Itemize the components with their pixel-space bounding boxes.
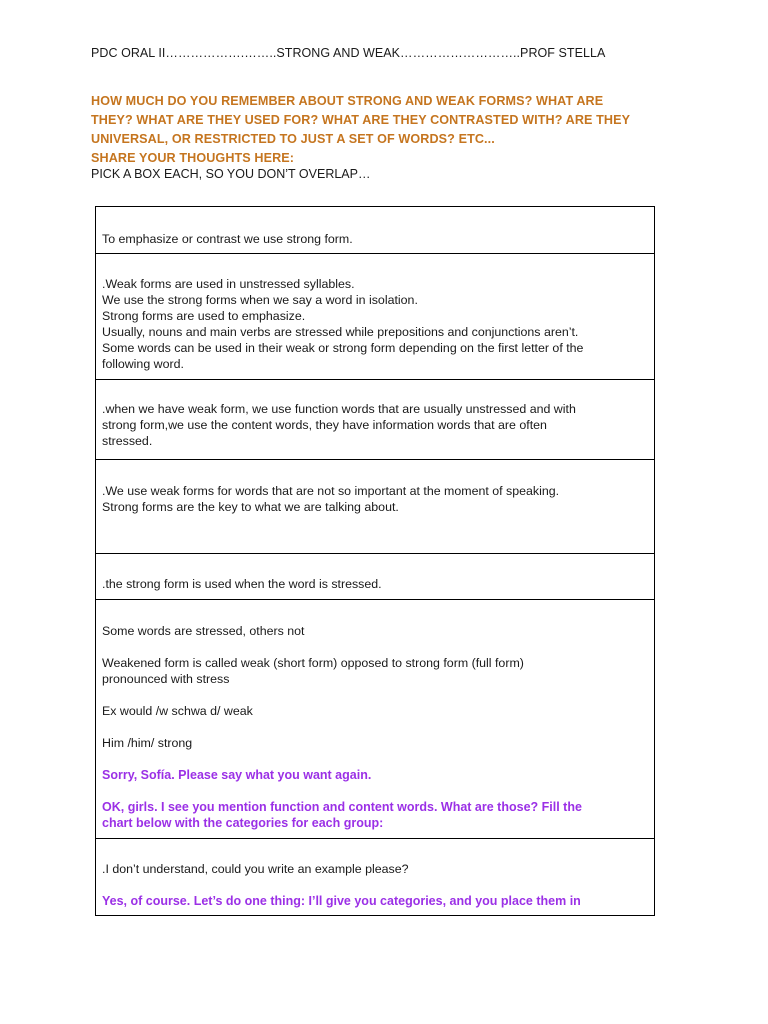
answer-line: .We use weak forms for words that are not so important at the moment of speaking. bbox=[102, 484, 560, 498]
answer-box-5[interactable] bbox=[96, 554, 654, 600]
question-line: UNIVERSAL, OR RESTRICTED TO JUST A SET OF WORDS? ETC... bbox=[91, 132, 495, 146]
answer-line: following word. bbox=[102, 357, 184, 371]
instruction-text: PICK A BOX EACH, SO YOU DON’T OVERLAP… bbox=[91, 167, 371, 181]
prompt-questions bbox=[91, 92, 691, 168]
answer-line: .I don’t understand, could you write an example please? bbox=[102, 862, 409, 876]
question-line: THEY? WHAT ARE THEY USED FOR? WHAT ARE THEY CONTRASTED WITH? ARE THEY bbox=[91, 113, 631, 127]
answer-line: We use the strong forms when we say a word in isolation. bbox=[102, 293, 418, 307]
answer-line: .when we have weak form, we use function words that are usually unstressed and with bbox=[102, 402, 576, 416]
answer-line: Some words are stressed, others not bbox=[102, 624, 305, 638]
teacher-comment: OK, girls. I see you mention function and content words. What are those? Fill the bbox=[102, 800, 582, 814]
answer-line: Usually, nouns and main verbs are stressed while prepositions and conjunctions aren’t. bbox=[102, 325, 579, 339]
answer-line: Some words can be used in their weak or strong form depending on the first letter of the bbox=[102, 341, 584, 355]
answer-box-1[interactable] bbox=[96, 207, 654, 254]
answer-box-4[interactable] bbox=[96, 460, 654, 554]
answer-line: To emphasize or contrast we use strong form. bbox=[102, 232, 353, 246]
answer-line: stressed. bbox=[102, 434, 153, 448]
teacher-comment: chart below with the categories for each group: bbox=[102, 816, 384, 830]
answer-line: Strong forms are the key to what we are talking about. bbox=[102, 500, 399, 514]
example-line: Him /him/ strong bbox=[102, 736, 193, 750]
teacher-comment: Yes, of course. Let’s do one thing: I’ll give you categories, and you place them in bbox=[102, 894, 581, 908]
answers-table bbox=[95, 206, 655, 916]
document-header: PDC ORAL II……………….……..STRONG AND WEAK………………………..PROF STELLA bbox=[91, 46, 606, 60]
answer-box-2[interactable] bbox=[96, 254, 654, 380]
answer-line: .Weak forms are used in unstressed syllables. bbox=[102, 277, 355, 291]
answer-box-3[interactable] bbox=[96, 380, 654, 460]
question-line: SHARE YOUR THOUGHTS HERE: bbox=[91, 151, 295, 165]
example-line: Ex would /w schwa d/ weak bbox=[102, 704, 253, 718]
answer-box-6[interactable] bbox=[96, 600, 654, 839]
answer-line: strong form,we use the content words, they have information words that are often bbox=[102, 418, 547, 432]
answer-line: Strong forms are used to emphasize. bbox=[102, 309, 306, 323]
teacher-comment: Sorry, Sofía. Please say what you want again. bbox=[102, 768, 372, 782]
answer-line: pronounced with stress bbox=[102, 672, 230, 686]
question-line: HOW MUCH DO YOU REMEMBER ABOUT STRONG AND WEAK FORMS? WHAT ARE bbox=[91, 94, 604, 108]
answer-box-7[interactable] bbox=[96, 839, 654, 916]
answer-line: Weakened form is called weak (short form) opposed to strong form (full form) bbox=[102, 656, 524, 670]
answer-line: .the strong form is used when the word is stressed. bbox=[102, 577, 382, 591]
